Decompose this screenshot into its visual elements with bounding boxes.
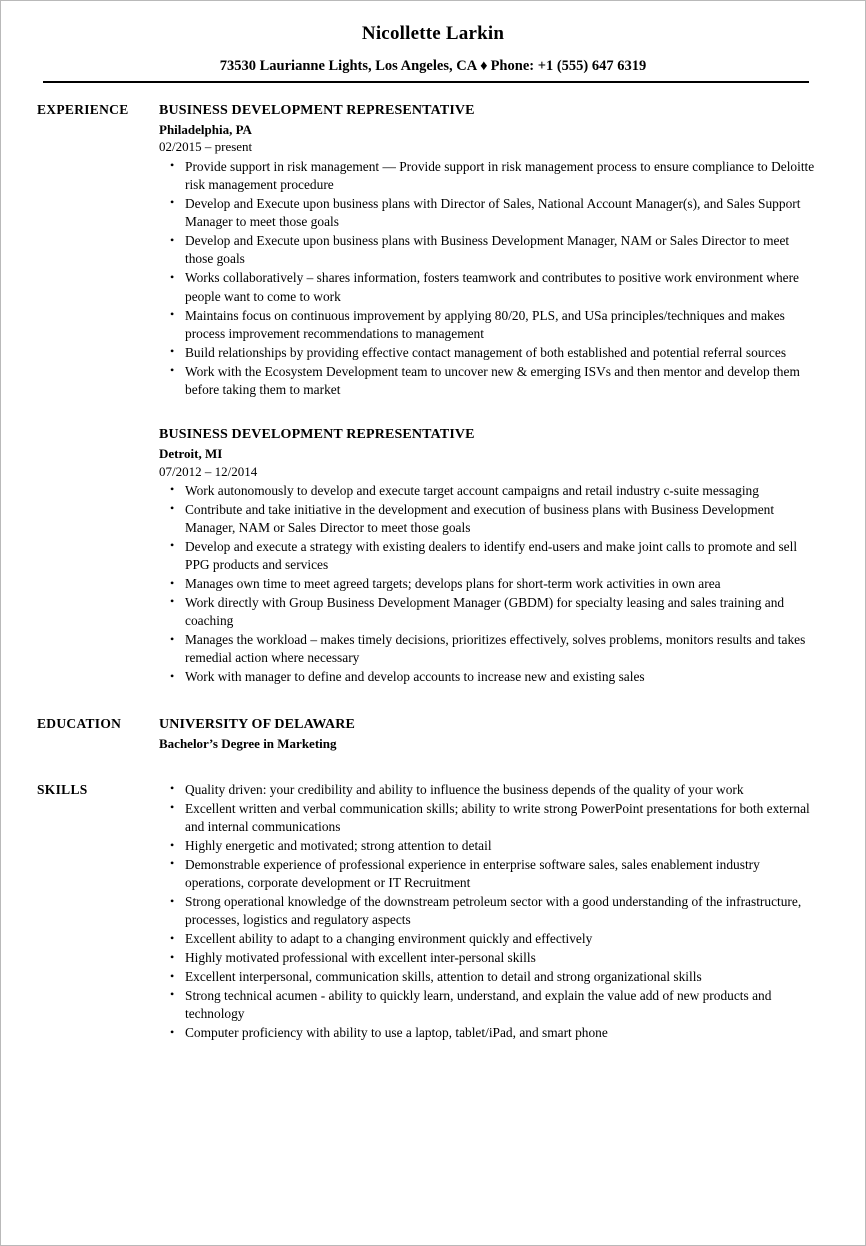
skill-bullet: • Excellent written and verbal communication skills; ability to write strong PowerPoint presentations for both external and internal communications <box>159 800 817 837</box>
skill-bullet: • Quality driven: your credibility and ability to influence the business depends of the quality of your work <box>159 781 817 799</box>
job-bullet: • Provide support in risk management — Provide support in risk management process to ensure compliance to Deloitte risk management procedure <box>159 158 817 195</box>
skill-bullet: • Highly energetic and motivated; strong attention to detail <box>159 837 817 855</box>
section-experience <box>1 101 865 687</box>
skill-bullet: • Strong operational knowledge of the downstream petroleum sector with a good understanding of the infrastructure, processes, logistics and regulatory aspects <box>159 893 817 930</box>
skills-bullet-list <box>159 781 817 1043</box>
education-content <box>159 715 865 753</box>
experience-item <box>159 425 817 686</box>
resume-header <box>1 1 865 83</box>
resume-inner <box>1 1 865 1245</box>
job-title: BUSINESS DEVELOPMENT REPRESENTATIVE <box>159 103 475 119</box>
skill-bullet: • Demonstrable experience of professional experience in enterprise software sales, sales enablement industry operations, corporate development or IT Recruitment <box>159 856 817 893</box>
job-bullet: • Develop and Execute upon business plans with Business Development Manager, NAM or Sales Director to meet those goals <box>159 232 817 269</box>
job-location: Detroit, MI <box>159 445 223 461</box>
job-bullet: • Maintains focus on continuous improvement by applying 80/20, PLS, and USa principles/techniques and makes process improvement recommendations to management <box>159 307 817 344</box>
job-dates: 07/2012 – 12/2014 <box>159 463 258 479</box>
job-bullet-list <box>159 482 817 687</box>
job-bullet: • Manages own time to meet agreed targets; develops plans for short-term work activities in own area <box>159 575 817 593</box>
job-bullet-list <box>159 158 817 400</box>
candidate-name: Nicollette Larkin <box>361 23 505 44</box>
contact-phone: Phone: +1 (555) 647 6319 <box>490 57 647 74</box>
job-bullet: • Develop and execute a strategy with existing dealers to identify end-users and make joint calls to promote and sell PPG products and services <box>159 538 817 575</box>
section-label-skills: SKILLS <box>37 781 88 797</box>
contact-line <box>1 58 865 75</box>
job-bullet: • Work with manager to define and develop accounts to increase new and existing sales <box>159 668 817 686</box>
job-title: BUSINESS DEVELOPMENT REPRESENTATIVE <box>159 427 475 443</box>
skill-bullet: • Excellent ability to adapt to a changing environment quickly and effectively <box>159 930 817 948</box>
section-education <box>1 715 865 753</box>
education-school: UNIVERSITY OF DELAWARE <box>159 717 355 733</box>
section-label-education: EDUCATION <box>37 716 122 732</box>
job-location: Philadelphia, PA <box>159 121 252 137</box>
experience-content <box>159 101 865 687</box>
skill-bullet: • Excellent interpersonal, communication skills, attention to detail and strong organizational skills <box>159 968 817 986</box>
section-label-experience: EXPERIENCE <box>37 102 129 118</box>
job-bullet: • Contribute and take initiative in the development and execution of business plans with Business Development Manager, NAM or Sales Director to meet those goals <box>159 501 817 538</box>
experience-item <box>159 101 817 399</box>
job-bullet: • Work with the Ecosystem Development team to uncover new & emerging ISVs and then mentor and develop them before taking them to market <box>159 363 817 400</box>
diamond-separator-icon: ♦ <box>480 57 488 74</box>
job-bullet: • Build relationships by providing effective contact management of both established and potential referral sources <box>159 344 817 362</box>
section-skills <box>1 781 865 1043</box>
skill-bullet: • Strong technical acumen - ability to quickly learn, understand, and explain the value add of new products and technology <box>159 987 817 1024</box>
job-dates: 02/2015 – present <box>159 139 253 155</box>
contact-address: 73530 Laurianne Lights, Los Angeles, CA <box>219 57 478 74</box>
job-bullet: • Works collaboratively – shares information, fosters teamwork and contributes to positive work environment where people want to come to work <box>159 269 817 306</box>
job-bullet: • Develop and Execute upon business plans with Director of Sales, National Account Manager(s), and Sales Support Manager to meet those goals <box>159 195 817 232</box>
skill-bullet: • Highly motivated professional with excellent inter-personal skills <box>159 949 817 967</box>
skills-content <box>159 781 865 1043</box>
resume-body <box>1 83 865 1043</box>
education-degree: Bachelor’s Degree in Marketing <box>159 735 337 751</box>
job-bullet: • Manages the workload – makes timely decisions, prioritizes effectively, solves problems, monitors results and takes remedial action where necessary <box>159 631 817 668</box>
job-bullet: • Work directly with Group Business Development Manager (GBDM) for specialty leasing and sales training and coaching <box>159 594 817 631</box>
skill-bullet: • Computer proficiency with ability to use a laptop, tablet/iPad, and smart phone <box>159 1024 817 1042</box>
job-bullet: • Work autonomously to develop and execute target account campaigns and retail industry c-suite messaging <box>159 482 817 500</box>
